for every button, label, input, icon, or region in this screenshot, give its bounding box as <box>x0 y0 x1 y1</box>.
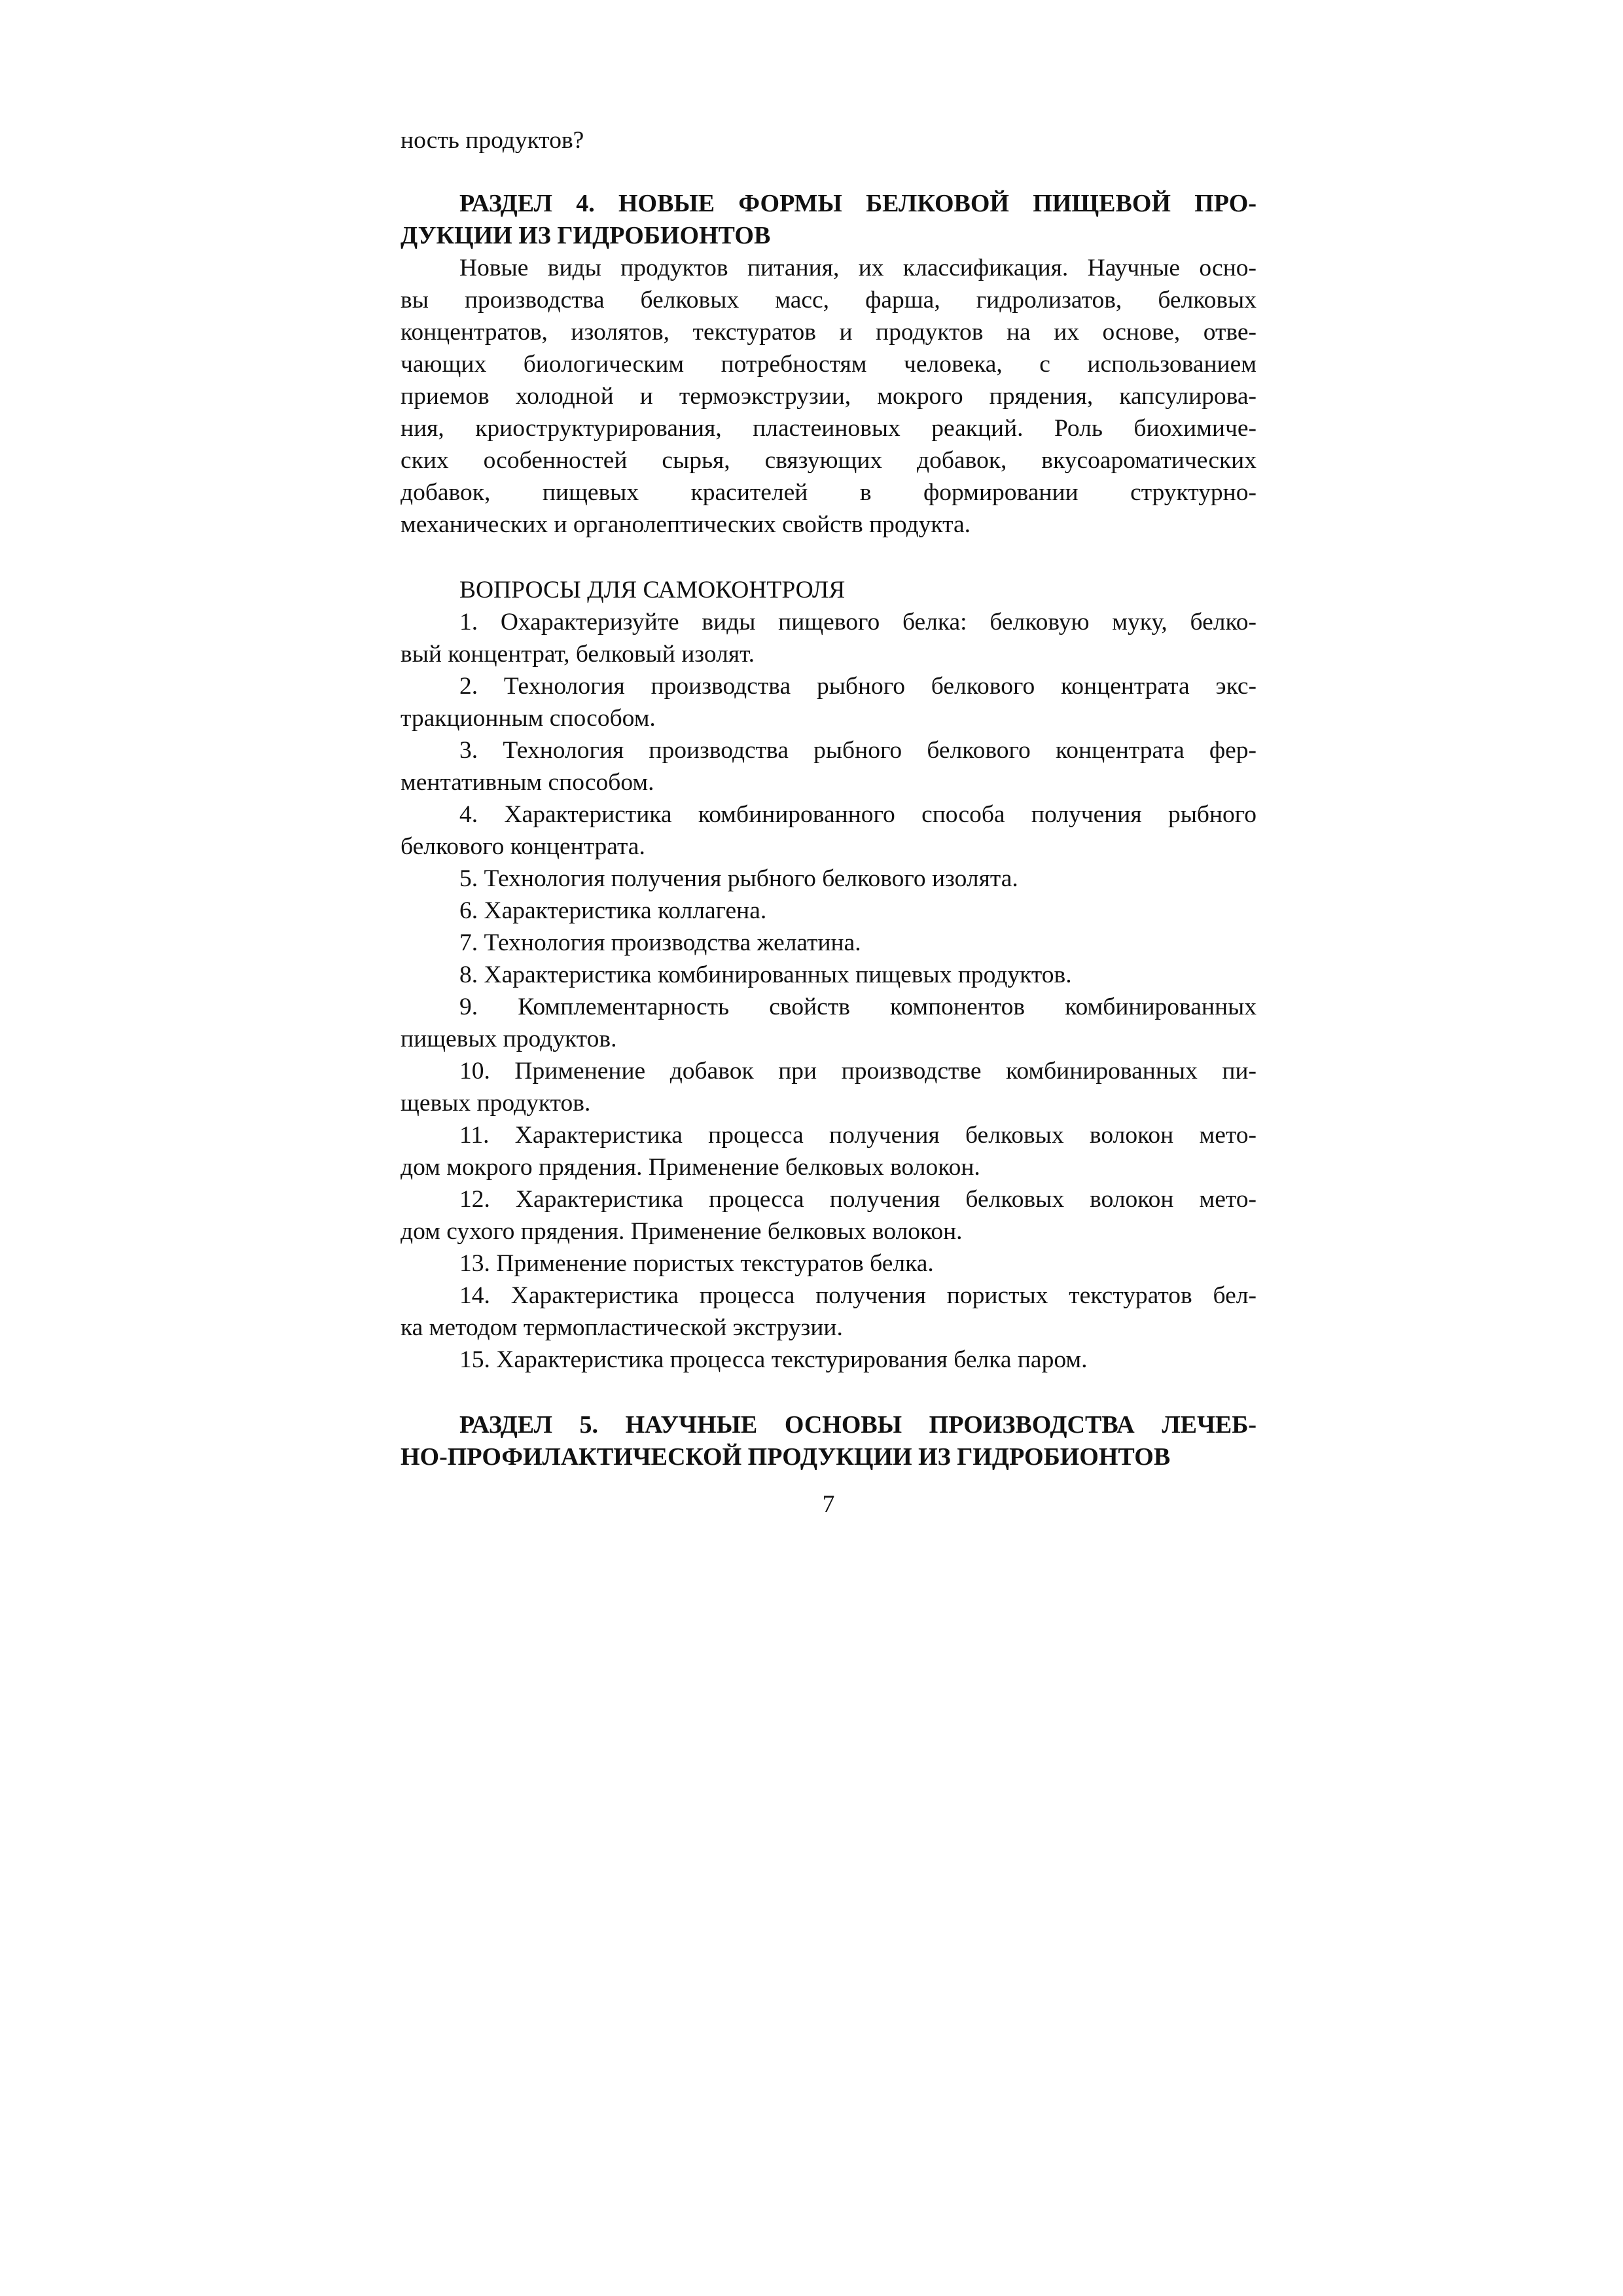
paragraph-line: ния, криоструктурирования, пластеиновых реакций. Роль биохимиче- <box>401 415 1257 442</box>
questions-list <box>401 606 1257 1376</box>
section-4-heading <box>401 188 1257 252</box>
questions-title: ВОПРОСЫ ДЛЯ САМОКОНТРОЛЯ <box>459 577 846 603</box>
paragraph-line: концентратов, изолятов, текстуратов и продуктов на их основе, отве- <box>401 319 1257 346</box>
question-item <box>401 670 1257 734</box>
question-line: белкового концентрата. <box>401 833 645 860</box>
question-line: 2. Технология производства рыбного белкового концентрата экс- <box>459 673 1257 700</box>
continued-text-line: ность продуктов? <box>401 127 584 154</box>
question-line: 7. Технология производства желатина. <box>459 929 861 956</box>
question-line: щевых продуктов. <box>401 1090 591 1117</box>
question-line: 15. Характеристика процесса текстурирования белка паром. <box>459 1346 1088 1373</box>
question-line: дом мокрого прядения. Применение белковых волокон. <box>401 1154 980 1181</box>
question-item <box>401 1247 1257 1280</box>
document-page <box>401 124 1257 1545</box>
question-line: 4. Характеристика комбинированного способа получения рыбного <box>459 801 1257 828</box>
question-line: 1. Охарактеризуйте виды пищевого белка: белковую муку, белко- <box>459 609 1257 636</box>
page-number: 7 <box>822 1491 835 1518</box>
question-item <box>401 895 1257 927</box>
paragraph-line: вы производства белковых масс, фарша, гидролизатов, белковых <box>401 287 1257 314</box>
paragraph-line: приемов холодной и термоэкструзии, мокрого прядения, капсулирова- <box>401 383 1257 410</box>
section-4-paragraph <box>401 252 1257 541</box>
question-line: 9. Комплементарность свойств компонентов комбинированных <box>459 994 1257 1020</box>
section-5-heading-line-2: НО-ПРОФИЛАКТИЧЕСКОЙ ПРОДУКЦИИ ИЗ ГИДРОБИОНТОВ <box>401 1443 1171 1471</box>
question-item <box>401 991 1257 1055</box>
question-line: ментативным способом. <box>401 769 654 796</box>
question-line: 12. Характеристика процесса получения белковых волокон мето- <box>459 1186 1257 1213</box>
section-5-heading <box>401 1409 1257 1473</box>
question-item <box>401 1344 1257 1376</box>
section-4-heading-line-1: РАЗДЕЛ 4. НОВЫЕ ФОРМЫ БЕЛКОВОЙ ПИЩЕВОЙ ПРО- <box>459 190 1257 217</box>
question-line: пищевых продуктов. <box>401 1026 617 1052</box>
question-item <box>401 959 1257 991</box>
question-item <box>401 863 1257 895</box>
paragraph-line: добавок, пищевых красителей в формировании структурно- <box>401 479 1257 506</box>
question-line: тракционным способом. <box>401 705 656 732</box>
question-item <box>401 798 1257 863</box>
question-item <box>401 927 1257 959</box>
question-line: 10. Применение добавок при производстве комбинированных пи- <box>459 1058 1257 1085</box>
paragraph-line: Новые виды продуктов питания, их классификация. Научные осно- <box>459 255 1257 281</box>
question-line: 14. Характеристика процесса получения пористых текстуратов бел- <box>459 1282 1257 1309</box>
paragraph-line: чающих биологическим потребностям человека, с использованием <box>401 351 1257 378</box>
question-line: 13. Применение пористых текстуратов белка. <box>459 1250 934 1277</box>
question-line: 3. Технология производства рыбного белкового концентрата фер- <box>459 737 1257 764</box>
section-5-heading-line-1: РАЗДЕЛ 5. НАУЧНЫЕ ОСНОВЫ ПРОИЗВОДСТВА ЛЕЧЕБ- <box>459 1411 1257 1439</box>
question-line: ка методом термопластической экструзии. <box>401 1314 843 1341</box>
question-item <box>401 1055 1257 1119</box>
question-item <box>401 1183 1257 1247</box>
paragraph-line: механических и органолептических свойств продукта. <box>401 511 971 538</box>
question-item <box>401 606 1257 670</box>
question-item <box>401 1119 1257 1183</box>
question-line: дом сухого прядения. Применение белковых волокон. <box>401 1218 963 1245</box>
question-line: 11. Характеристика процесса получения белковых волокон мето- <box>459 1122 1257 1149</box>
question-item <box>401 1280 1257 1344</box>
question-line: 5. Технология получения рыбного белкового изолята. <box>459 865 1018 892</box>
section-4-heading-line-2: ДУКЦИИ ИЗ ГИДРОБИОНТОВ <box>401 222 771 249</box>
question-line: 8. Характеристика комбинированных пищевых продуктов. <box>459 961 1072 988</box>
question-line: вый концентрат, белковый изолят. <box>401 641 755 668</box>
question-line: 6. Характеристика коллагена. <box>459 897 767 924</box>
question-item <box>401 734 1257 798</box>
paragraph-line: ских особенностей сырья, связующих добавок, вкусоароматических <box>401 447 1257 474</box>
